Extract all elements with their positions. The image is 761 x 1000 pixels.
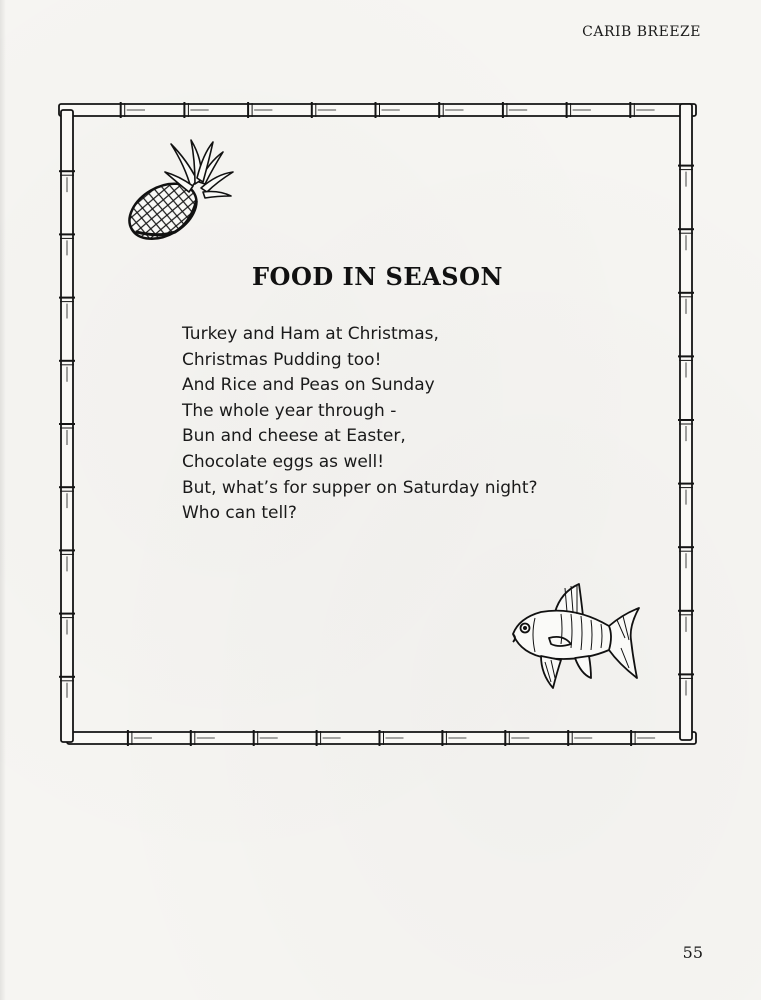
running-head: CARIB BREEZE [582, 24, 701, 40]
poem-title: FOOD IN SEASON [252, 262, 503, 291]
poem-line: Who can tell? [182, 503, 297, 524]
poem-line: Christmas Pudding too! [182, 349, 382, 370]
poem-line: But, what’s for supper on Saturday night? [182, 477, 538, 498]
poem-line: Bun and cheese at Easter, [182, 426, 406, 447]
page-binding-shadow [0, 0, 6, 1000]
pineapple-icon [113, 136, 235, 248]
poem-body [182, 322, 642, 527]
poem-line: And Rice and Peas on Sunday [182, 375, 435, 396]
poem-line: Chocolate eggs as well! [182, 451, 385, 472]
fish-icon [505, 578, 645, 693]
page-number: 55 [682, 943, 703, 962]
poem-line: Turkey and Ham at Christmas, [182, 324, 439, 344]
poem-line: The whole year through - [182, 400, 397, 421]
